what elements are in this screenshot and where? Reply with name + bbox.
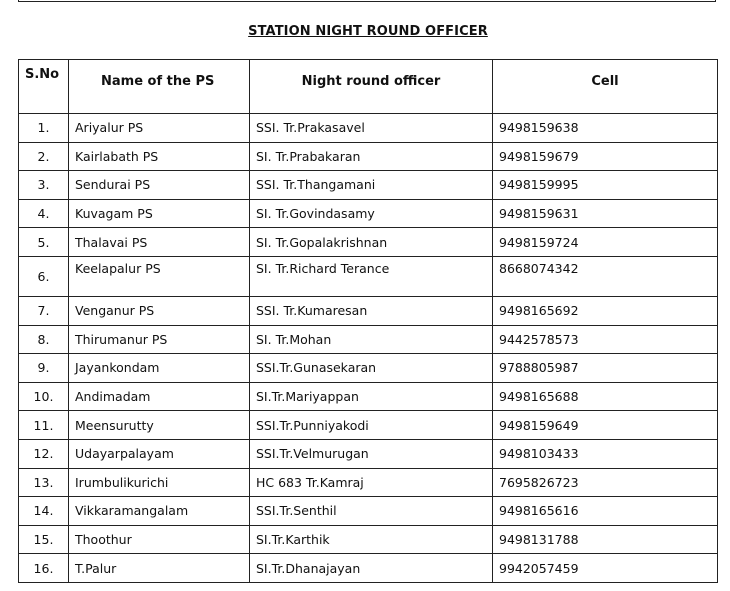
row-police-station: Thoothur [69, 525, 250, 554]
row-police-station: Keelapalur PS [69, 256, 250, 296]
table-row [19, 468, 718, 497]
row-sno: 10. [19, 382, 69, 411]
previous-table-edge [18, 0, 716, 2]
night-round-table [18, 59, 718, 583]
row-officer: HC 683 Tr.Kamraj [250, 468, 493, 497]
table-body [19, 114, 718, 583]
row-police-station: T.Palur [69, 554, 250, 583]
row-cell-number: 9442578573 [493, 325, 718, 354]
row-police-station: Vikkaramangalam [69, 497, 250, 526]
row-sno: 9. [19, 354, 69, 383]
row-officer: SI. Tr.Mohan [250, 325, 493, 354]
row-sno: 11. [19, 411, 69, 440]
row-officer: SSI.Tr.Gunasekaran [250, 354, 493, 383]
row-police-station: Sendurai PS [69, 171, 250, 200]
page-title: STATION NIGHT ROUND OFFICER [248, 24, 488, 39]
row-cell-number: 9498159638 [493, 114, 718, 143]
row-cell-number: 9498159631 [493, 199, 718, 228]
row-sno: 12. [19, 439, 69, 468]
table-row [19, 142, 718, 171]
table-row [19, 497, 718, 526]
row-officer: SI.Tr.Karthik [250, 525, 493, 554]
row-cell-number: 9498159649 [493, 411, 718, 440]
column-header-ps: Name of the PS [69, 60, 250, 114]
row-sno: 15. [19, 525, 69, 554]
row-police-station: Venganur PS [69, 296, 250, 325]
row-police-station: Jayankondam [69, 354, 250, 383]
table-row [19, 296, 718, 325]
column-header-officer: Night round officer [250, 60, 493, 114]
row-sno: 16. [19, 554, 69, 583]
row-officer: SSI. Tr.Prakasavel [250, 114, 493, 143]
row-cell-number: 9498159679 [493, 142, 718, 171]
row-cell-number: 9942057459 [493, 554, 718, 583]
row-cell-number: 9498165616 [493, 497, 718, 526]
row-officer: SSI. Tr.Kumaresan [250, 296, 493, 325]
table-row [19, 256, 718, 296]
row-sno: 14. [19, 497, 69, 526]
row-officer: SSI. Tr.Thangamani [250, 171, 493, 200]
table-row [19, 554, 718, 583]
row-police-station: Ariyalur PS [69, 114, 250, 143]
row-cell-number: 7695826723 [493, 468, 718, 497]
table-row [19, 325, 718, 354]
row-cell-number: 9498159995 [493, 171, 718, 200]
row-sno: 1. [19, 114, 69, 143]
table-row [19, 199, 718, 228]
row-sno: 13. [19, 468, 69, 497]
row-sno: 3. [19, 171, 69, 200]
column-header-cell: Cell [493, 60, 718, 114]
row-sno: 4. [19, 199, 69, 228]
row-sno: 6. [19, 256, 69, 296]
table-row [19, 114, 718, 143]
row-cell-number: 9498165688 [493, 382, 718, 411]
row-officer: SI. Tr.Prabakaran [250, 142, 493, 171]
row-police-station: Andimadam [69, 382, 250, 411]
row-officer: SI.Tr.Mariyappan [250, 382, 493, 411]
row-sno: 7. [19, 296, 69, 325]
row-police-station: Irumbulikurichi [69, 468, 250, 497]
row-cell-number: 9788805987 [493, 354, 718, 383]
row-cell-number: 9498165692 [493, 296, 718, 325]
row-police-station: Kairlabath PS [69, 142, 250, 171]
row-officer: SI. Tr.Gopalakrishnan [250, 228, 493, 257]
table-row [19, 228, 718, 257]
row-officer: SSI.Tr.Punniyakodi [250, 411, 493, 440]
row-sno: 5. [19, 228, 69, 257]
table-row [19, 525, 718, 554]
table-row [19, 411, 718, 440]
row-officer: SI.Tr.Dhanajayan [250, 554, 493, 583]
table-row [19, 354, 718, 383]
row-officer: SI. Tr.Govindasamy [250, 199, 493, 228]
row-cell-number: 9498131788 [493, 525, 718, 554]
row-police-station: Thalavai PS [69, 228, 250, 257]
row-officer: SSI.Tr.Velmurugan [250, 439, 493, 468]
table-row [19, 382, 718, 411]
column-header-sno: S.No [19, 60, 69, 114]
row-cell-number: 9498103433 [493, 439, 718, 468]
row-cell-number: 8668074342 [493, 256, 718, 296]
row-sno: 2. [19, 142, 69, 171]
table-header-row [19, 60, 718, 114]
row-sno: 8. [19, 325, 69, 354]
row-cell-number: 9498159724 [493, 228, 718, 257]
table-row [19, 439, 718, 468]
row-police-station: Kuvagam PS [69, 199, 250, 228]
row-police-station: Thirumanur PS [69, 325, 250, 354]
table-row [19, 171, 718, 200]
row-police-station: Meensurutty [69, 411, 250, 440]
row-officer: SI. Tr.Richard Terance [250, 256, 493, 296]
row-officer: SSI.Tr.Senthil [250, 497, 493, 526]
row-police-station: Udayarpalayam [69, 439, 250, 468]
